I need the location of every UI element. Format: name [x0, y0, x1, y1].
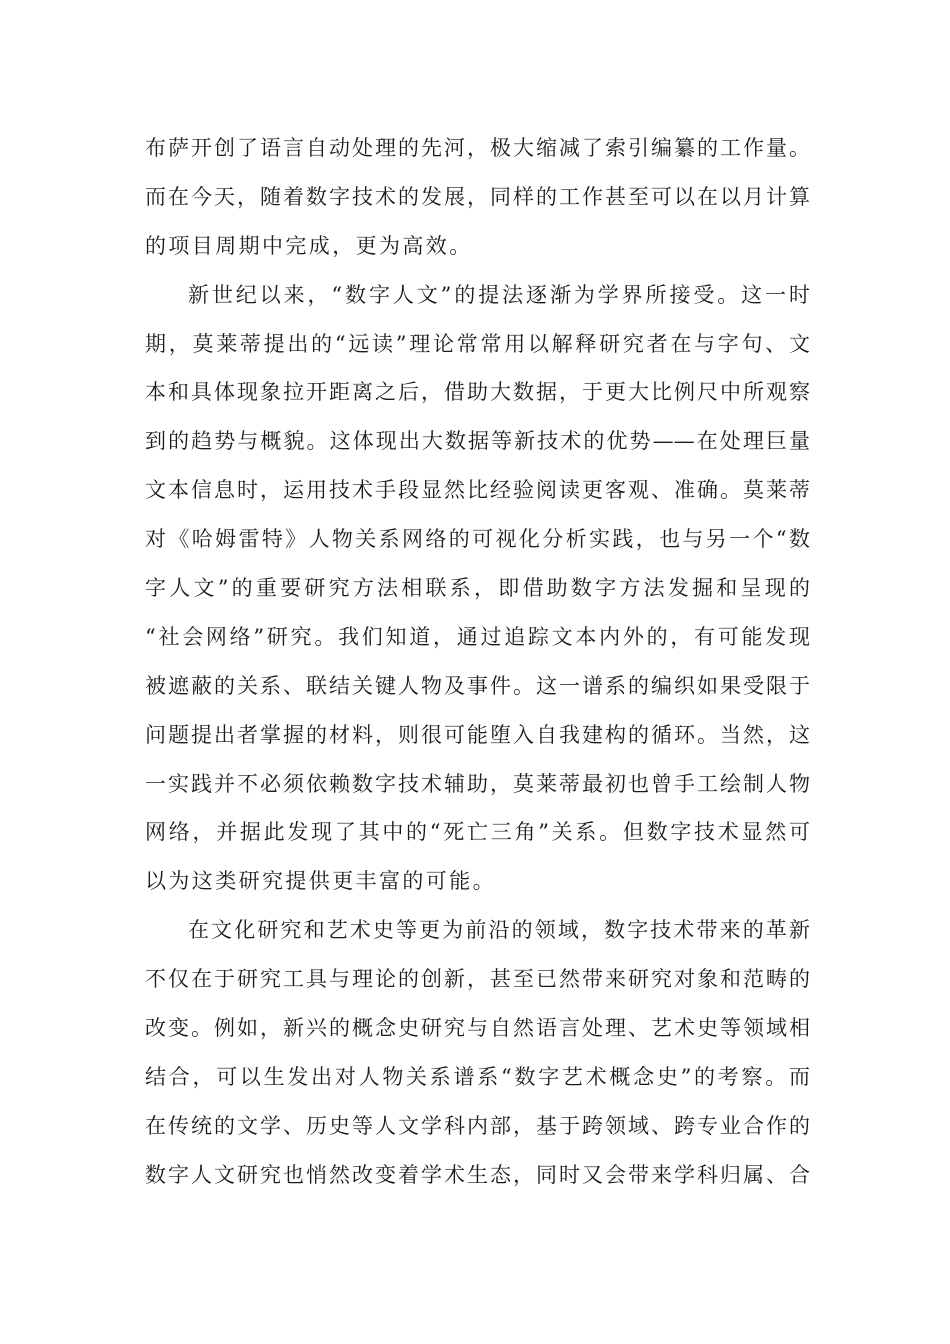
text-line: 不仅在于研究工具与理论的创新，甚至已然带来研究对象和范畴的	[145, 967, 810, 992]
text-line: 期，莫莱蒂提出的“远读”理论常常用以解释研究者在与字句、文	[145, 331, 810, 356]
text-line: 被遮蔽的关系、联结关键人物及事件。这一谱系的编织如果受限于	[145, 673, 810, 698]
body-text	[145, 124, 810, 1200]
text-line: 以为这类研究提供更丰富的可能。	[145, 869, 496, 894]
text-line: 布萨开创了语言自动处理的先河，极大缩减了索引编纂的工作量。	[145, 136, 810, 160]
paragraph-first-line: 新世纪以来，“数字人文”的提法逐渐为学界所接受。这一时	[188, 282, 810, 307]
text-line: 本和具体现象拉开距离之后，借助大数据，于更大比例尺中所观察	[145, 380, 810, 405]
text-line: 的项目周期中完成，更为高效。	[145, 233, 473, 258]
text-line: 问题提出者掌握的材料，则很可能堕入自我建构的循环。当然，这	[145, 722, 810, 747]
text-line: 结合，可以生发出对人物关系谱系“数字艺术概念史”的考察。而	[145, 1064, 810, 1089]
text-line: 数字人文研究也悄然改变着学术生态，同时又会带来学科归属、合	[145, 1162, 810, 1187]
text-line: “社会网络”研究。我们知道，通过追踪文本内外的，有可能发现	[145, 624, 810, 649]
text-line: 一实践并不必须依赖数字技术辅助，莫莱蒂最初也曾手工绘制人物	[145, 771, 810, 796]
text-line: 文本信息时，运用技术手段显然比经验阅读更客观、准确。莫莱蒂	[145, 478, 810, 503]
text-line: 到的趋势与概貌。这体现出大数据等新技术的优势——在处理巨量	[145, 429, 810, 454]
text-line: 网络，并据此发现了其中的“死亡三角”关系。但数字技术显然可	[145, 820, 810, 845]
text-line: 而在今天，随着数字技术的发展，同样的工作甚至可以在以月计算	[145, 184, 810, 209]
text-line: 在传统的文学、历史等人文学科内部，基于跨领域、跨专业合作的	[145, 1113, 810, 1138]
text-line: 改变。例如，新兴的概念史研究与自然语言处理、艺术史等领域相	[145, 1016, 810, 1041]
paragraph-first-line: 在文化研究和艺术史等更为前沿的领域，数字技术带来的革新	[188, 918, 810, 943]
text-line: 字人文”的重要研究方法相联系，即借助数字方法发掘和呈现的	[145, 576, 810, 601]
text-line: 对《哈姆雷特》人物关系网络的可视化分析实践，也与另一个“数	[145, 527, 810, 552]
